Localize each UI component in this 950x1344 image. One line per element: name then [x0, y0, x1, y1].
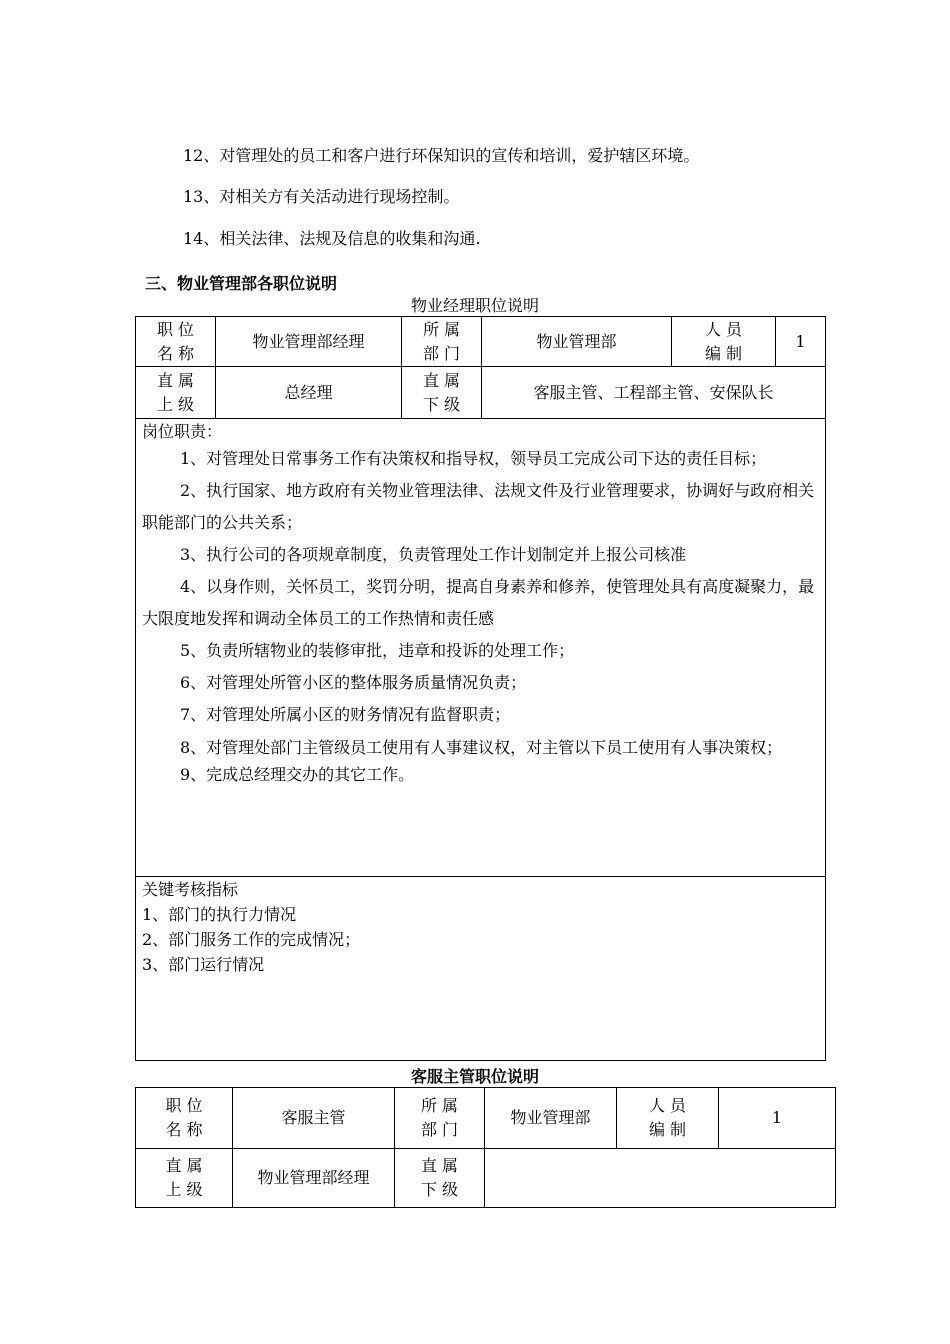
label-superior: 直 属 上 级: [136, 1149, 233, 1208]
kpi-cell: [136, 877, 826, 1061]
label-department: 所 属 部 门: [395, 1088, 485, 1149]
intro-item-13: 13、对相关方有关活动进行现场控制。: [183, 187, 460, 206]
value-superior: 物业管理部经理: [233, 1149, 395, 1208]
value-headcount: 1: [776, 317, 826, 367]
label-subordinate: 直 属 下 级: [395, 1149, 485, 1208]
kpi-item: 2、部门服务工作的完成情况；: [142, 930, 361, 949]
duties-title: 岗位职责：: [142, 422, 223, 441]
label-subordinate: 直 属 下 级: [402, 367, 482, 419]
value-department: 物业管理部: [485, 1088, 617, 1149]
intro-item-14: 14、相关法律、法规及信息的收集和沟通.: [183, 229, 481, 248]
value-subordinate: 客服主管、工程部主管、安保队长: [482, 367, 826, 419]
value-headcount: 1: [719, 1088, 836, 1149]
label-superior: 直 属 上 级: [136, 367, 216, 419]
duty-item: 9、完成总经理交办的其它工作。: [180, 765, 415, 784]
duty-item: 1、对管理处日常事务工作有决策权和指导权，领导员工完成公司下达的责任目标；: [180, 449, 767, 468]
value-superior: 总经理: [216, 367, 402, 419]
label-headcount: 人 员 编 制: [672, 317, 776, 367]
value-position-name: 物业管理部经理: [216, 317, 402, 367]
duty-item: 2、执行国家、地方政府有关物业管理法律、法规文件及行业管理要求，协调好与政府相关职能部门的公共关系；: [142, 481, 815, 532]
duty-item: 6、对管理处所管小区的整体服务质量情况负责；: [180, 673, 527, 692]
duties-cell: [136, 419, 826, 877]
kpi-item: 3、部门运行情况: [142, 955, 265, 974]
value-subordinate: [485, 1149, 836, 1208]
section-heading: 三、物业管理部各职位说明: [145, 274, 338, 293]
value-position-name: 客服主管: [233, 1088, 395, 1149]
label-position-name: 职 位 名 称: [136, 317, 216, 367]
duty-item: 4、以身作则，关怀员工，奖罚分明，提高自身素养和修养，使管理处具有高度凝聚力，最大限度地发挥和调动全体员工的工作热情和责任感: [142, 577, 815, 628]
table2-caption: 客服主管职位说明: [410, 1067, 539, 1086]
kpi-title: 关键考核指标: [142, 880, 239, 899]
table1-caption: 物业经理职位说明: [410, 296, 539, 315]
duty-item: 5、负责所辖物业的装修审批，违章和投诉的处理工作；: [180, 641, 575, 660]
value-department: 物业管理部: [482, 317, 672, 367]
duty-item: 3、执行公司的各项规章制度，负责管理处工作计划制定并上报公司核准: [180, 545, 687, 564]
kpi-item: 1、部门的执行力情况: [142, 905, 297, 924]
label-headcount: 人 员 编 制: [617, 1088, 719, 1149]
label-department: 所 属 部 门: [402, 317, 482, 367]
duty-item: 8、对管理处部门主管级员工使用有人事建议权，对主管以下员工使用有人事决策权；: [180, 738, 783, 757]
duty-item: 7、对管理处所属小区的财务情况有监督职责；: [180, 705, 511, 724]
intro-item-12: 12、对管理处的员工和客户进行环保知识的宣传和培训，爱护辖区环境。: [183, 146, 700, 165]
label-position-name: 职 位 名 称: [136, 1088, 233, 1149]
customer-service-supervisor-table: [135, 1087, 836, 1208]
property-manager-table: [135, 316, 826, 1061]
